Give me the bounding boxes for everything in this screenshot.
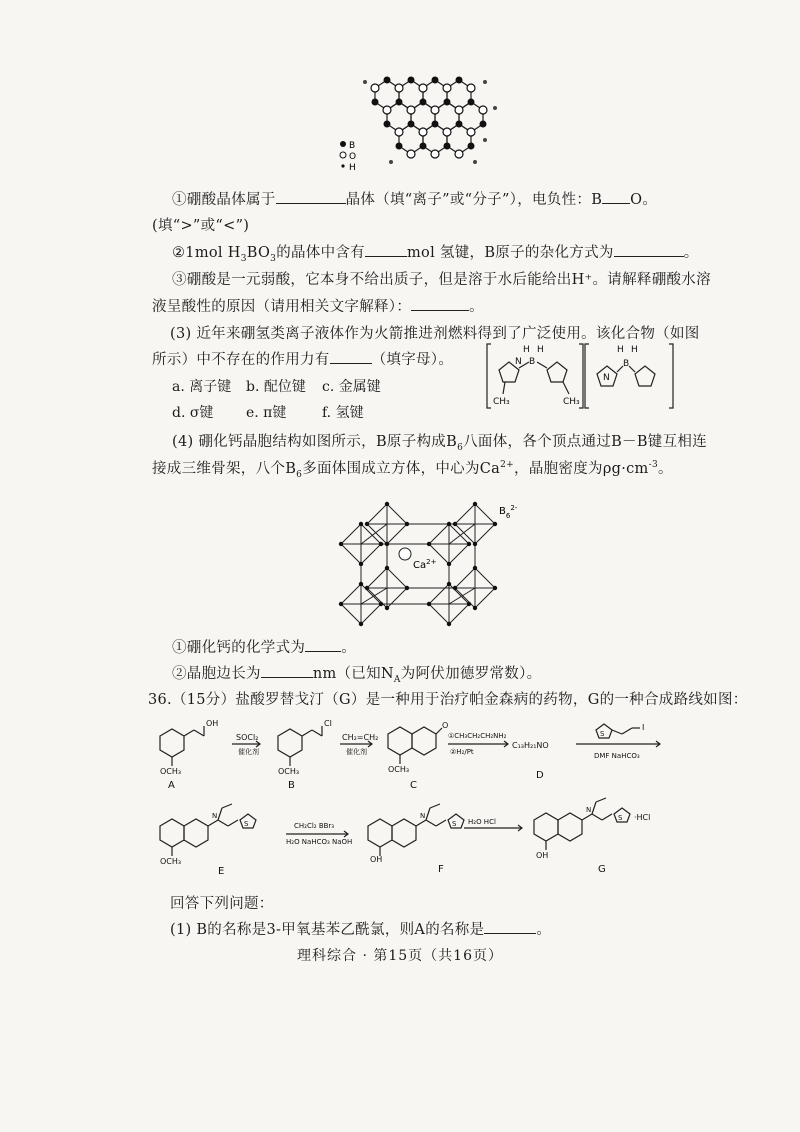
ionic-liquid-structure-svg — [485, 340, 675, 412]
q35-2-item2: ②1mol $H_3BO_3$的晶体中含有 mol 氢键，B原子的杂化方式为 。 — [172, 245, 699, 264]
svg-text:OCH₃: OCH₃ — [278, 767, 300, 776]
svg-text:B: B — [623, 359, 630, 369]
q36-answer-prompt: 回答下列问题： — [170, 896, 274, 912]
svg-text:SOCl₂: SOCl₂ — [236, 733, 259, 742]
svg-text:N: N — [515, 357, 522, 367]
svg-text:OCH₃: OCH₃ — [160, 767, 182, 776]
svg-text:Cl: Cl — [324, 719, 332, 728]
answer-blank-electronegativity[interactable] — [602, 191, 630, 204]
svg-text:OCH₃: OCH₃ — [388, 765, 410, 774]
svg-text:S: S — [244, 820, 249, 828]
synthesis-route-figure — [148, 716, 668, 876]
option-e: e. π键 — [246, 405, 287, 421]
option-f: f. 氢键 — [322, 405, 364, 421]
q36-item1: (1) B的名称是3-甲氧基苯乙酰氯，则A的名称是 。 — [170, 922, 552, 938]
option-b: b. 配位键 — [246, 379, 306, 395]
svg-text:H: H — [631, 345, 638, 355]
svg-text:H₂O NaHCO₃ NaOH: H₂O NaHCO₃ NaOH — [286, 838, 353, 846]
svg-text:①CH₃CH₂CH₂NH₂: ①CH₃CH₂CH₂NH₂ — [448, 732, 507, 740]
ca-ion-label: $Ca^{2+}$ — [413, 558, 437, 571]
ionic-liquid-structure-figure — [485, 340, 675, 412]
answer-blank-crystal-type[interactable] — [276, 191, 346, 204]
boric-acid-structure-svg — [335, 68, 515, 178]
answer-blank-absent-forces[interactable] — [330, 351, 372, 364]
q35-4-line1: (4) 硼化钙晶胞结构如图所示，B原子构成$B_6$八面体，各个顶点通过B－B键互相连 — [172, 434, 708, 453]
svg-text:CH₃: CH₃ — [563, 397, 580, 407]
answer-blank-hydrogen-bonds[interactable] — [365, 244, 407, 257]
svg-text:I: I — [642, 723, 645, 732]
svg-text:B: B — [529, 357, 536, 367]
synthesis-route-svg — [148, 716, 668, 876]
svg-text:催化剂: 催化剂 — [346, 748, 367, 756]
svg-text:S: S — [600, 730, 605, 738]
svg-text:·HCl: ·HCl — [634, 813, 651, 822]
svg-text:N: N — [603, 373, 610, 383]
svg-text:H: H — [537, 345, 544, 355]
legend-b: B — [349, 141, 356, 151]
q35-3-line1: (3) 近年来硼氢类离子液体作为火箭推进剂燃料得到了广泛使用。该化合物（如图 — [170, 326, 700, 342]
svg-text:S: S — [452, 820, 457, 828]
q35-4-line2: 接成三维骨架，八个$B_6$多面体围成立方体，中心为$Ca^{2+}$，晶胞密度为$\rho g\cdot cm^{-3}$。 — [152, 460, 673, 480]
page-footer: 理科综合 · 第15页（共16页） — [297, 948, 503, 964]
q35-2-item1: ①硼酸晶体属于 晶体（填“离子”或“分子”），电负性：B O。 — [172, 192, 658, 208]
label-b: B — [288, 780, 295, 791]
svg-text:DMF NaHCO₃: DMF NaHCO₃ — [594, 752, 640, 760]
answer-blank-compound-a-name[interactable] — [484, 921, 536, 934]
legend-h: H — [349, 163, 356, 173]
q35-3-line2: 所示）中不存在的作用力有 （填字母）。 — [152, 352, 454, 368]
q35-2-item1-hint: (填“>”或“<”) — [152, 218, 250, 234]
label-g: G — [598, 864, 606, 875]
svg-text:H: H — [617, 345, 624, 355]
q35-2-item3-line1: ③硼酸是一元弱酸，它本身不给出质子，但是溶于水后能给出H⁺。请解释硼酸水溶 — [172, 272, 711, 288]
boric-acid-structure-figure — [335, 68, 515, 178]
calcium-boride-cell-svg — [325, 488, 525, 628]
svg-text:N: N — [212, 812, 218, 820]
svg-text:C₁₃H₂₁NO: C₁₃H₂₁NO — [512, 741, 549, 750]
option-d: d. σ键 — [172, 405, 214, 421]
svg-text:CH₃: CH₃ — [493, 397, 510, 407]
q35-2-item3-line2: 液呈酸性的原因（请用相关文字解释）： 。 — [152, 299, 484, 315]
option-a: a. 离子键 — [172, 379, 232, 395]
legend-o: O — [349, 152, 357, 162]
svg-text:OCH₃: OCH₃ — [160, 857, 182, 866]
svg-text:催化剂: 催化剂 — [238, 748, 259, 756]
svg-text:OH: OH — [206, 719, 219, 728]
label-e: E — [218, 866, 225, 876]
svg-text:OH: OH — [536, 851, 549, 860]
svg-text:②H₂/Pt: ②H₂/Pt — [450, 748, 474, 756]
label-a: A — [168, 780, 175, 791]
answer-blank-formula[interactable] — [305, 639, 341, 652]
svg-text:O: O — [442, 721, 449, 730]
b6-ion-label: $B_6^{2-}$ — [499, 504, 518, 520]
calcium-boride-cell-figure — [325, 488, 525, 628]
q35-4-item2: ②晶胞边长为 nm（已知$N_A$为阿伏加德罗常数）。 — [172, 666, 542, 685]
q35-4-item1: ①硼化钙的化学式为 。 — [172, 640, 357, 656]
svg-text:H: H — [523, 345, 530, 355]
svg-text:N: N — [586, 806, 592, 814]
svg-text:CH₂=CH₂: CH₂=CH₂ — [342, 733, 379, 742]
answer-blank-cell-edge[interactable] — [261, 665, 313, 678]
label-c: C — [410, 780, 417, 791]
answer-blank-acidity-reason[interactable] — [411, 298, 469, 311]
svg-text:S: S — [618, 814, 623, 822]
svg-text:N: N — [420, 812, 426, 820]
q36-intro: 36.（15分）盐酸罗替戈汀（G）是一种用于治疗帕金森病的药物，G的一种合成路线如图： — [148, 692, 748, 708]
svg-text:OH: OH — [370, 855, 383, 864]
label-d: D — [536, 770, 544, 781]
svg-text:H₂O HCl: H₂O HCl — [468, 818, 496, 826]
svg-text:CH₂Cl₂ BBr₃: CH₂Cl₂ BBr₃ — [294, 822, 335, 830]
option-c: c. 金属键 — [322, 379, 381, 395]
answer-blank-hybridization[interactable] — [614, 244, 684, 257]
label-f: F — [438, 864, 444, 875]
